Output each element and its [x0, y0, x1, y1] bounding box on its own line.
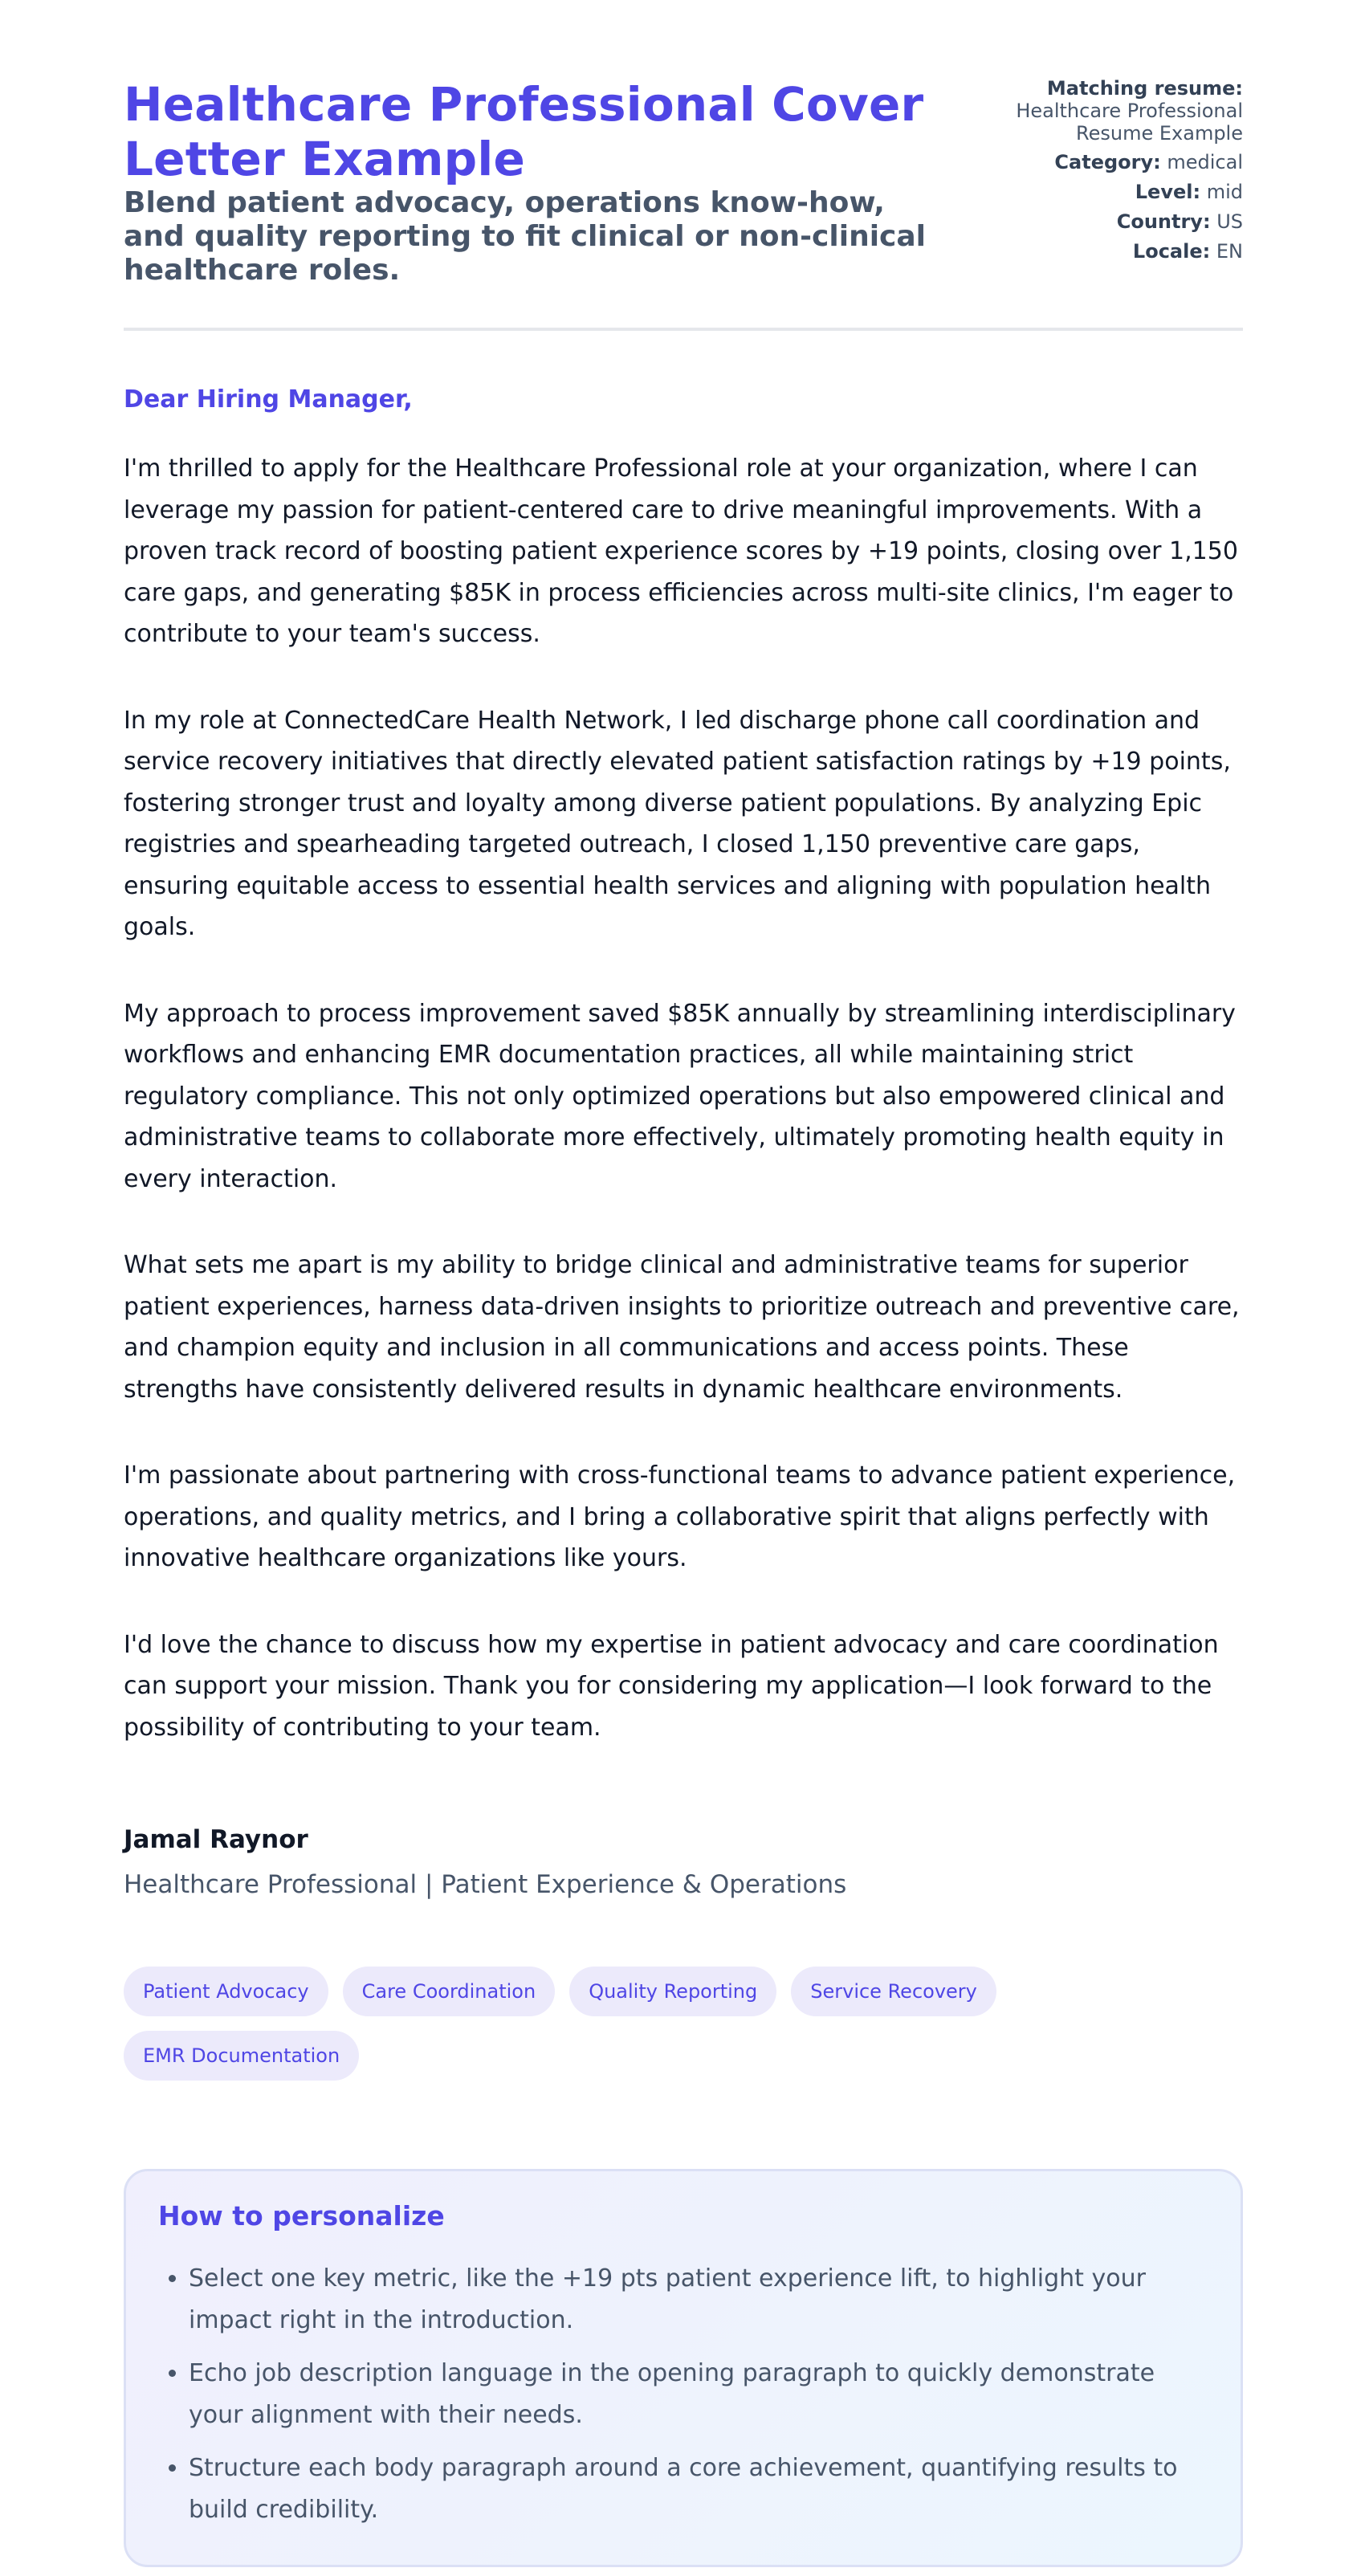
meta-country: [943, 210, 1243, 233]
letter-paragraph: In my role at ConnectedCare Health Network, I led discharge phone call coordination and service recovery initiatives that directly elevated patient satisfaction ratings by +19 points, fostering stronger trust and loyalty among diverse patient populations. By analyzing Epic registries and spearheading targeted outreach, I closed 1,150 preventive care gaps, ensuring equitable access to essential health services and aligning with population health goals.: [124, 706, 1231, 941]
signature-title: Healthcare Professional | Patient Experience & Operations: [124, 1870, 847, 1899]
meta-locale: [943, 240, 1243, 263]
salutation: Dear Hiring Manager,: [124, 385, 413, 414]
tip-item: • Select one key metric, like the +19 pts patient experience lift, to highlight your impact right in the introduction.: [189, 2258, 1208, 2342]
letter-body: [124, 331, 1243, 1748]
letter-paragraph: I'm passionate about partnering with cross-functional teams to advance patient experience, operations, and quality metrics, and I bring a collaborative spirit that aligns perfectly with innovative healthcare organizations like yours.: [124, 1461, 1236, 1572]
tips-title: How to personalize: [158, 2200, 445, 2232]
page-subtitle: Blend patient advocacy, operations know-how, and quality reporting to fit clinical or non-clinical healthcare roles.: [124, 186, 927, 287]
meta-country-label: Country:: [1116, 210, 1211, 233]
meta-category-label: Category:: [1054, 151, 1161, 173]
meta-level-value: mid: [1206, 181, 1243, 203]
meta-category-value: medical: [1167, 151, 1243, 173]
tip-item: • Structure each body paragraph around a core achievement, quantifying results to build credibility.: [189, 2448, 1208, 2531]
meta-level-label: Level:: [1135, 181, 1201, 203]
skill-chip[interactable]: Patient Advocacy: [124, 1967, 328, 2016]
letter-paragraph: My approach to process improvement saved $85K annually by streamlining interdisciplinary workflows and enhancing EMR documentation practices, all while maintaining strict regulatory compliance. This not only optimized operations but also empowered clinical and administrative teams to collaborate more effectively, ultimately promoting health equity in every interaction.: [124, 999, 1236, 1193]
metadata-panel: [943, 77, 1243, 270]
meta-country-value: US: [1216, 210, 1243, 233]
tip-item: • Echo job description language in the opening paragraph to quickly demonstrate your alignment with their needs.: [189, 2353, 1208, 2436]
tips-list: [158, 2258, 1208, 2531]
skill-chip[interactable]: EMR Documentation: [124, 2031, 359, 2081]
letter-paragraph: What sets me apart is my ability to bridge clinical and administrative teams for superior patient experiences, harness data-driven insights to prioritize outreach and preventive care, and champion equity and inclusion in all communications and access points. These strengths have consistently delivered results in dynamic healthcare environments.: [124, 1251, 1240, 1404]
letter-paragraph: I'd love the chance to discuss how my expertise in patient advocacy and care coordination can support your mission. Thank you for considering my application—I look forward to the possibility of contributing to your team.: [124, 1630, 1219, 1742]
meta-matching-resume-label: Matching resume:: [1046, 77, 1243, 100]
header-titles: [124, 77, 943, 287]
cover-letter-page: [122, 0, 1243, 2567]
skill-chips: [124, 1967, 1243, 2081]
meta-matching-resume-value[interactable]: Healthcare Professional Resume Example: [1016, 100, 1243, 145]
skill-chip[interactable]: Service Recovery: [791, 1967, 996, 2016]
letter-paragraph: I'm thrilled to apply for the Healthcare Professional role at your organization, where I can leverage my passion for patient-centered care to drive meaningful improvements. With a proven track record of boosting patient experience scores by +19 points, closing over 1,150 care gaps, and generating $85K in process efficiencies across multi-site clinics, I'm eager to contribute to your team's success.: [124, 454, 1238, 648]
page-header: [124, 77, 1243, 331]
page-title: Healthcare Professional Cover Letter Example: [124, 77, 924, 186]
skill-chip[interactable]: Care Coordination: [343, 1967, 556, 2016]
meta-category: [943, 151, 1243, 173]
meta-level: [943, 181, 1243, 203]
signature-name: Jamal Raynor: [124, 1825, 308, 1854]
skill-chip[interactable]: Quality Reporting: [569, 1967, 776, 2016]
meta-matching-resume: [943, 77, 1243, 145]
signature-block: [124, 1793, 1243, 1902]
personalize-tips-box: [124, 2169, 1243, 2567]
meta-locale-value: EN: [1216, 240, 1243, 263]
meta-locale-label: Locale:: [1132, 240, 1211, 263]
